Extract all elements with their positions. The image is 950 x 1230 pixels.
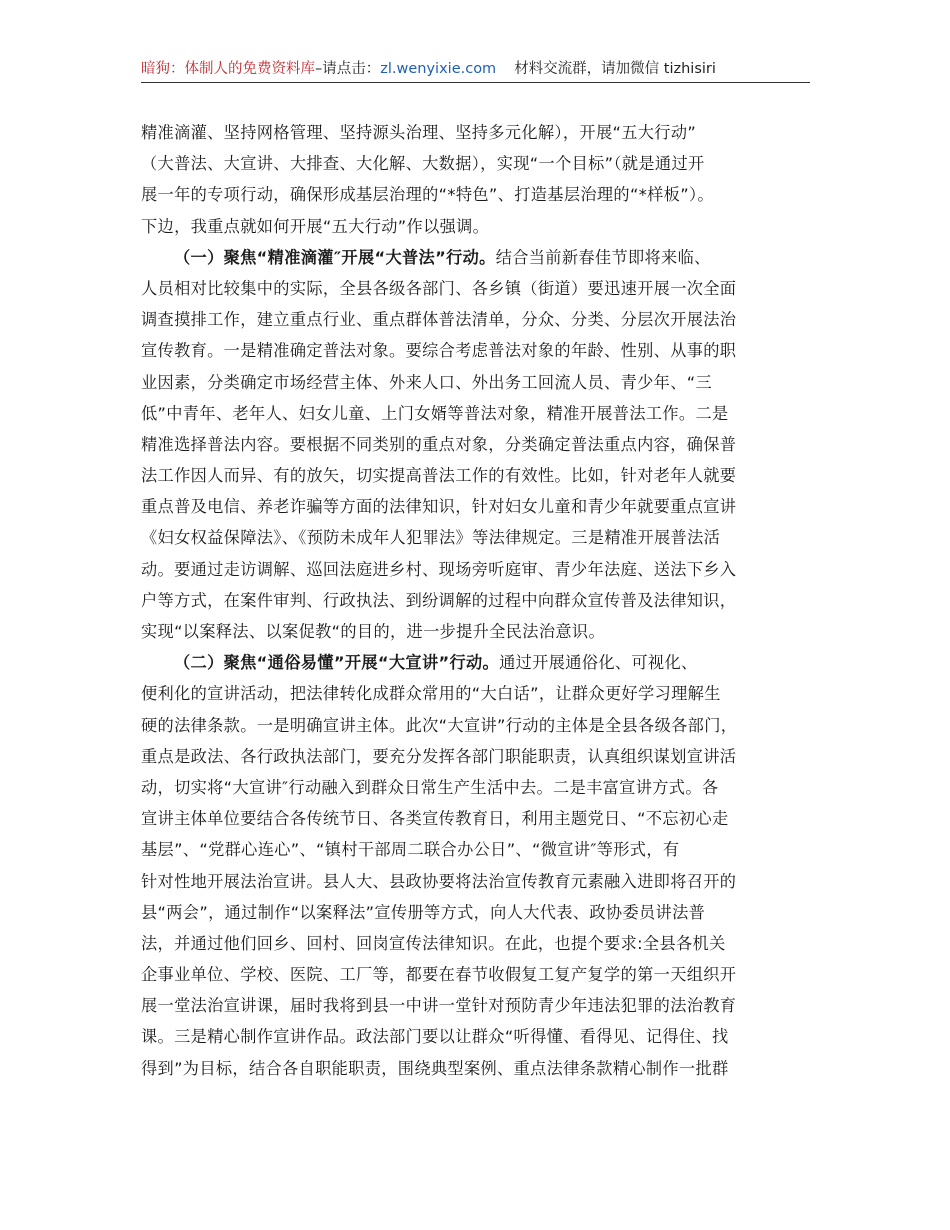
site-link[interactable]: zl.wenyixie.com bbox=[380, 61, 497, 77]
section-heading-line: （一）聚焦“精准滴灌″开展“大普法”行动。结合当前新春佳节即将来临、 bbox=[174, 247, 711, 267]
text-line: 展一年的专项行动，确保形成基层治理的“*特色”、打造基层治理的“*样板”）。 bbox=[141, 185, 714, 205]
text-line: 县“两会”，通过制作“以案释法”宣传册等方式，向人大代表、政协委员讲法普 bbox=[141, 902, 706, 922]
text-line: 低”中青年、老年人、妇女儿童、上门女婿等普法对象，精准开展普法工作。二是 bbox=[141, 403, 729, 423]
text-line: （大普法、大宣讲、大排查、大化解、大数据），实现“一个目标”（就是通过开 bbox=[141, 154, 705, 174]
text-line: 下边，我重点就如何开展“五大行动”作以强调。 bbox=[141, 216, 490, 236]
text-line: 课。三是精心制作宣讲作品。政法部门要以让群众“听得懂、看得见、记得住、找 bbox=[141, 1027, 729, 1047]
page-header bbox=[141, 56, 812, 82]
text-line: 人员相对比较集中的实际，全县各级各部门、各乡镇（街道）要迅速开展一次全面 bbox=[141, 278, 737, 298]
text-line: 便利化的宣讲活动，把法律转化成群众常用的“大白话”，让群众更好学习理解生 bbox=[141, 684, 721, 704]
text-line: 企事业单位、学校、医院、工厂等，都要在春节收假复工复产复学的第一天组织开 bbox=[141, 965, 737, 985]
text-line: 针对性地开展法治宣讲。县人大、县政协要将法治宣传教育元素融入进即将召开的 bbox=[141, 871, 737, 891]
contact-note: 材料交流群，请加微信 tizhisiri bbox=[514, 61, 716, 77]
document-body bbox=[141, 117, 811, 1084]
text-line: 展一堂法治宣讲课，届时我将到县一中讲一堂针对预防青少年违法犯罪的法治教育 bbox=[141, 996, 737, 1016]
text-line: 得到”为目标，结合各自职能职责，围绕典型案例、重点法律条款精心制作一批群 bbox=[141, 1058, 729, 1078]
text-line: 《妇女权益保障法》、《预防未成年人犯罪法》等法律规定。三是精准开展普法活 bbox=[141, 528, 721, 548]
click-prompt: –请点击： bbox=[315, 61, 381, 77]
text-line: 精准选择普法内容。要根据不同类别的重点对象，分类确定普法重点内容，确保普 bbox=[141, 434, 737, 454]
text-line: 业因素，分类确定市场经营主体、外来人口、外出务工回流人员、青少年、“三 bbox=[141, 372, 713, 392]
section-heading: （一）聚焦“精准滴灌″开展“大普法”行动。 bbox=[174, 247, 496, 267]
text-line: 重点是政法、各行政执法部门，要充分发挥各部门职能职责，认真组织谋划宣讲活 bbox=[141, 746, 737, 766]
text-line: 动。要通过走访调解、巡回法庭进乡村、现场旁听庭审、青少年法庭、送法下乡入 bbox=[141, 559, 737, 579]
text-line: 重点普及电信、养老诈骗等方面的法律知识，针对妇女儿童和青少年就要重点宣讲 bbox=[141, 497, 737, 517]
text-line: 宣讲主体单位要结合各传统节日、各类宣传教育日，利用主题党日、“不忘初心走 bbox=[141, 809, 729, 829]
text-line: 法，并通过他们回乡、回村、回岗宣传法律知识。在此，也提个要求:全县各机关 bbox=[141, 933, 726, 953]
section-heading-line: （二）聚焦“通俗易懂”开展“大宣讲”行动。通过开展通俗化、可视化、 bbox=[174, 653, 698, 673]
text-line: 户等方式，在案件审判、行政执法、到纷调解的过程中向群众宣传普及法律知识， bbox=[141, 590, 737, 610]
text-line: 宣传教育。一是精准确定普法对象。要综合考虑普法对象的年龄、性别、从事的职 bbox=[141, 341, 737, 361]
text-line: 动，切实将“大宣讲″行动融入到群众日常生产生活中去。二是丰富宣讲方式。各 bbox=[141, 777, 719, 797]
section-heading: （二）聚焦“通俗易懂”开展“大宣讲”行动。 bbox=[174, 653, 500, 673]
text-line: 精准滴灌、坚持网格管理、坚持源头治理、坚持多元化解），开展“五大行动” bbox=[141, 123, 697, 142]
text-line: 实现“以案释法、以案促教“的目的，进一步提升全民法治意识。 bbox=[141, 622, 605, 641]
site-brand: 暗狗：体制人的免费资料库 bbox=[141, 61, 315, 77]
text-line: 调查摸排工作，建立重点行业、重点群体普法清单，分众、分类、分层次开展法治 bbox=[141, 310, 737, 330]
text-line: 硬的法律条款。一是明确宣讲主体。此次“大宣讲”行动的主体是全县各级各部门， bbox=[141, 715, 738, 735]
header-divider bbox=[141, 82, 810, 83]
text-line: 法工作因人而异、有的放矢，切实提高普法工作的有效性。比如，针对老年人就要 bbox=[141, 466, 737, 486]
text-line: 基层”、“党群心连心”、“镇村干部周二联合办公日”、“微宣讲″等形式，有 bbox=[141, 840, 680, 860]
